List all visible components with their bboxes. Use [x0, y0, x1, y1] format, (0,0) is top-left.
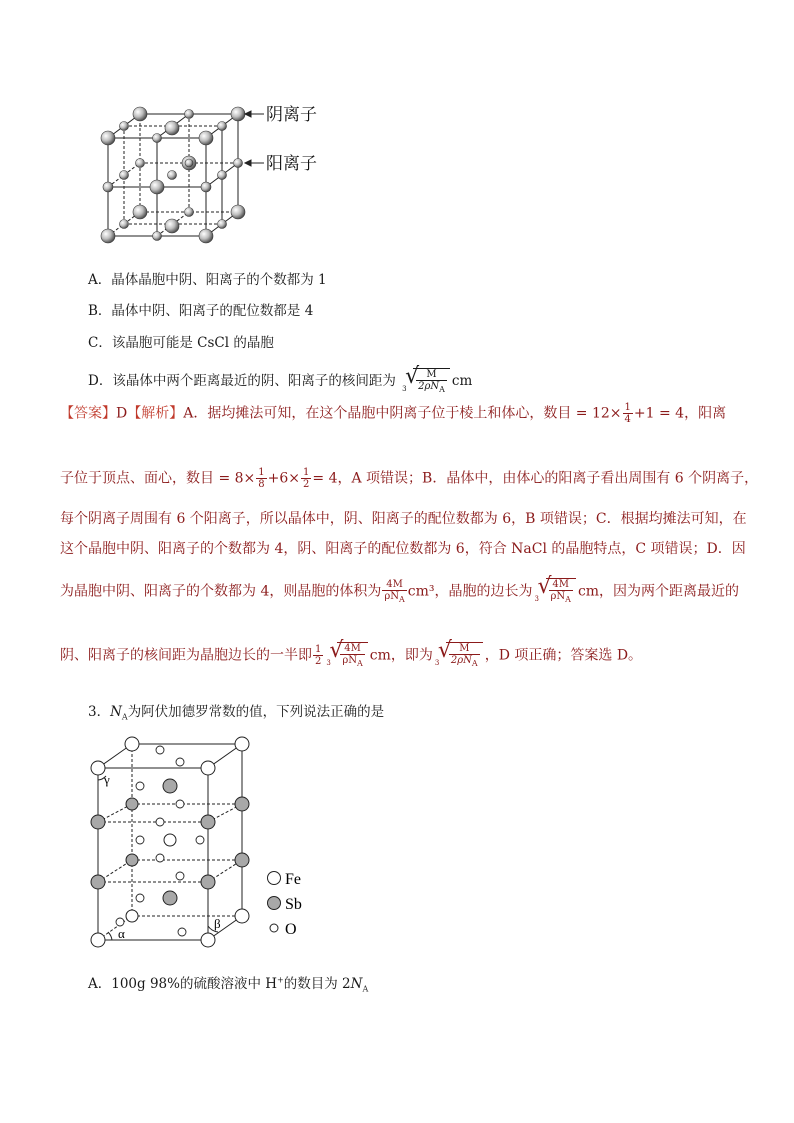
frac-den: 2ρN: [450, 655, 472, 666]
frac-sub: A: [399, 594, 405, 604]
frac-sub: A: [565, 595, 571, 604]
option-b: B．晶体中阴、阳离子的配位数都是 4: [88, 303, 314, 319]
fe-legend-marker: [268, 872, 281, 885]
frac-den: 4: [624, 414, 631, 425]
option-text: A．100g 98%的硫酸溶液中 H: [88, 976, 278, 992]
question-3: [88, 700, 384, 722]
d-unit: cm: [451, 373, 473, 389]
answer-text: cm，即为: [369, 647, 433, 664]
anion-label: 阴离子: [266, 105, 317, 125]
fraction-1-4: [623, 402, 633, 425]
na-sub: A: [362, 984, 369, 994]
gamma-label: γ: [104, 772, 110, 787]
answer-text: +1 = 4，阳离: [633, 405, 727, 422]
answer-line-3: 每个阴离子周围有 6 个阳离子，所以晶体中，阴、阳离子的配位数都为 6，B 项错误；C．根据均摊法可知，在: [60, 511, 747, 527]
cation-label: 阳离子: [266, 154, 317, 174]
frac-den: ρN: [550, 591, 566, 602]
frac-sub: A: [471, 659, 478, 668]
option-text: 的数目为 2: [283, 976, 351, 992]
option-sup: +: [277, 975, 284, 985]
answer-letter: D: [116, 405, 128, 422]
answer-text: = 4，A 项错误；B．晶体中，由体心的阳离子看出周围有 6 个阴离子，: [312, 470, 759, 487]
answer-line-2: [60, 467, 758, 490]
fraction-1-8: [256, 467, 266, 490]
frac-num: 1: [315, 644, 322, 655]
crystal-cell-figure: [92, 98, 367, 248]
fraction-1-2: [301, 467, 311, 490]
na-symbol: N: [350, 976, 363, 992]
answer-line-6: [60, 638, 643, 669]
answer-text: ，D 项正确；答案选 D。: [484, 647, 643, 664]
answer-tag: 【答案】: [60, 405, 116, 422]
answer-text: 子位于顶点、面心，数目 = 8×: [60, 470, 256, 487]
frac-num: 4M: [549, 579, 573, 591]
sb-legend-marker: [268, 897, 281, 910]
fe-sb-o-crystal-figure: [82, 732, 322, 950]
volume-fraction: [382, 579, 406, 605]
q3-option-a: [88, 972, 368, 994]
frac-sub: A: [357, 659, 363, 668]
frac-den: 2: [315, 656, 322, 667]
radical-expression: 3 √ $\frac{4M}{\rho N_A}$: [535, 578, 576, 605]
question-text: 为阿伏加德罗常数的值，下列说法正确的是: [127, 704, 385, 720]
option-d: [88, 364, 473, 395]
answer-text: +6×: [267, 470, 301, 487]
question-number: 3．: [88, 704, 111, 720]
frac-den: ρN: [384, 590, 399, 602]
option-d-text: D．该晶体中两个距离最近的阴、阳离子的核间距为: [88, 373, 396, 389]
radical-expression: 3 √ $\frac{M}{2\rho N_A}$: [435, 642, 483, 669]
d-num: M: [416, 369, 447, 381]
frac-num: 4M: [340, 643, 364, 655]
radical-expression: 3 √ $\frac{4M}{\rho N_A}$: [326, 642, 367, 669]
option-c: C．该晶胞可能是 CsCl 的晶胞: [88, 335, 274, 351]
answer-text: cm³，晶胞的边长为: [407, 583, 533, 600]
fraction-1-2: [313, 644, 323, 667]
alpha-label: α: [118, 926, 125, 941]
frac-num: M: [449, 643, 480, 655]
answer-line-5: [60, 574, 740, 605]
frac-den: 2: [303, 479, 310, 490]
d-den: 2ρN: [418, 381, 440, 392]
o-legend-marker: [270, 924, 278, 932]
d-sub: A: [439, 385, 445, 394]
frac-num: 1: [303, 467, 310, 478]
legend-fe: Fe: [285, 871, 301, 888]
answer-line-1: [60, 402, 726, 425]
legend-sb: Sb: [285, 896, 302, 913]
frac-den: 8: [258, 479, 265, 490]
frac-num: 4M: [382, 579, 406, 591]
option-a: A．晶体晶胞中阴、阳离子的个数都为 1: [88, 272, 327, 288]
na-sub: A: [121, 712, 128, 722]
answer-line-4: 这个晶胞中阴、阳离子的个数都为 4，阴、阳离子的配位数都为 6，符合 NaCl 的晶胞特点，C 项错误；D．因: [60, 541, 746, 557]
beta-label: β: [214, 916, 221, 931]
legend-o: O: [285, 921, 297, 938]
frac-num: 1: [624, 402, 631, 413]
radical-expression: 3 √ $\frac{M}{2\rho N_A}$: [402, 368, 450, 395]
frac-num: 1: [258, 467, 265, 478]
answer-text: 为晶胞中阴、阳离子的个数都为 4，则晶胞的体积为: [60, 583, 382, 600]
answer-text: cm，因为两个距离最近的: [577, 583, 740, 600]
answer-text: A．据均摊法可知，在这个晶胞中阴离子位于棱上和体心，数目 = 12×: [183, 405, 622, 422]
frac-den: ρN: [342, 655, 358, 666]
analysis-tag: 【解析】: [127, 405, 184, 422]
na-symbol: N: [110, 704, 122, 720]
answer-text: 阴、阳离子的核间距为晶胞边长的一半即: [60, 647, 312, 664]
